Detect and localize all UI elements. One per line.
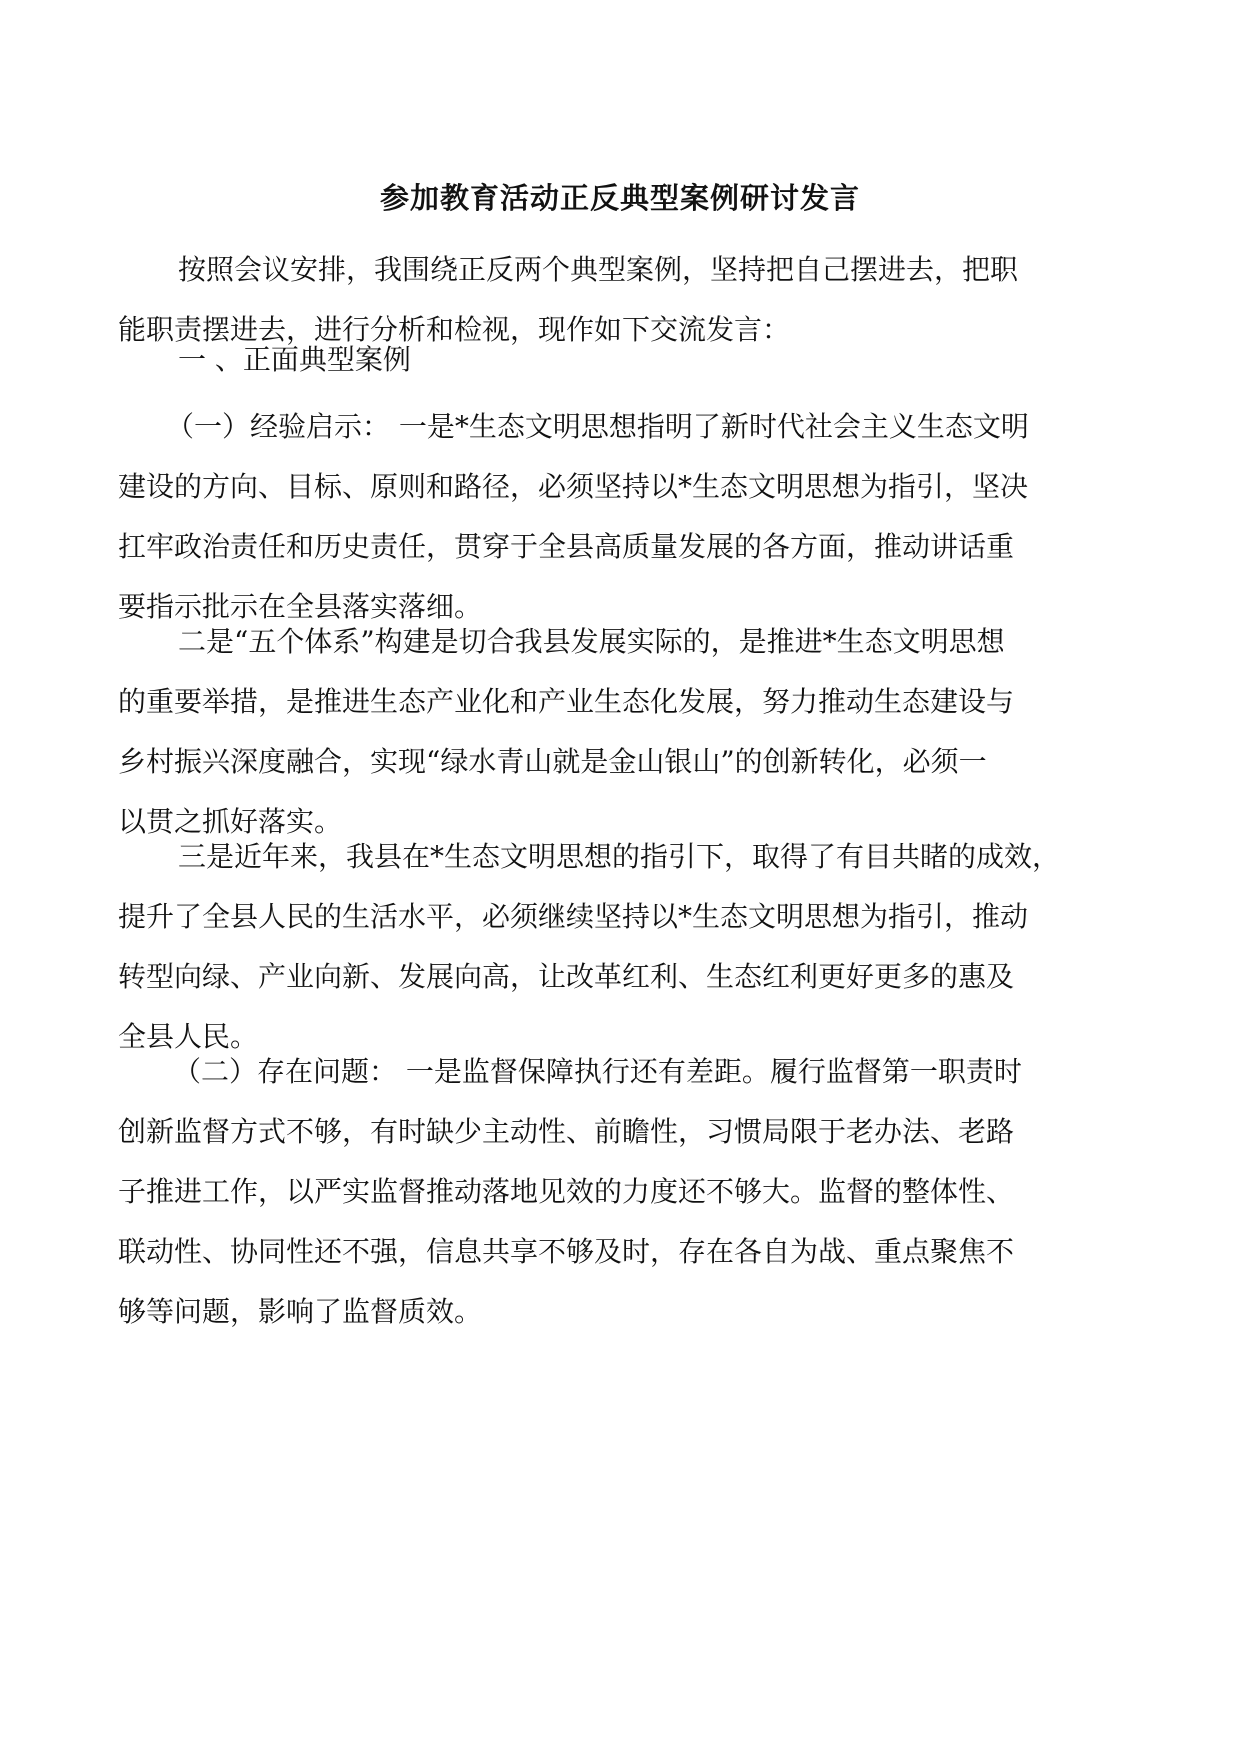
document-title: 参加教育活动正反典型案例研讨发言	[379, 181, 860, 215]
text-line: 的重要举措，是推进生态产业化和产业生态化发展，努力推动生态建设与	[118, 685, 1015, 718]
point-two-paragraph	[118, 612, 1128, 852]
text-line: 按照会议安排，我围绕正反两个典型案例，坚持把自己摆进去，把职	[178, 253, 1019, 286]
text-line: 转型向绿、产业向新、发展向高，让改革红利、生态红利更好更多的惠及	[118, 960, 1015, 993]
text-line: （一）经验启示： 一是*生态文明思想指明了新时代社会主义生态文明	[166, 410, 1029, 443]
section-heading: 一 、正面典型案例	[178, 343, 411, 376]
experience-paragraph	[118, 397, 1128, 637]
text-line: 够等问题，影响了监督质效。	[118, 1295, 483, 1328]
text-line: 提升了全县人民的生活水平，必须继续坚持以*生态文明思想为指引，推动	[118, 900, 1029, 933]
text-line: 全县人民。	[118, 1020, 259, 1053]
section-heading-positive-cases	[118, 330, 1128, 390]
text-line: 创新监督方式不够，有时缺少主动性、前瞻性，习惯局限于老办法、老路	[118, 1115, 1015, 1148]
text-line: 建设的方向、目标、原则和路径，必须坚持以*生态文明思想为指引，坚决	[118, 470, 1029, 503]
text-line: 二是“五个体系”构建是切合我县发展实际的，是推进*生态文明思想	[178, 625, 1005, 658]
problems-paragraph	[118, 1042, 1128, 1342]
text-line: 扛牢政治责任和历史责任，贯穿于全县高质量发展的各方面，推动讲话重	[118, 530, 1015, 563]
text-line: 三是近年来，我县在*生态文明思想的指引下，取得了有目共睹的成效，	[178, 840, 1061, 873]
point-three-paragraph	[118, 827, 1128, 1067]
text-line: （二）存在问题： 一是监督保障执行还有差距。履行监督第一职责时	[173, 1055, 1022, 1088]
text-line: 乡村振兴深度融合，实现“绿水青山就是金山银山”的创新转化，必须一	[118, 745, 987, 778]
text-line: 子推进工作，以严实监督推动落地见效的力度还不够大。监督的整体性、	[118, 1175, 1015, 1208]
text-line: 能职责摆进去，进行分析和检视，现作如下交流发言：	[118, 313, 791, 346]
text-line: 要指示批示在全县落实落细。	[118, 590, 483, 623]
text-line: 联动性、协同性还不强，信息共享不够及时，存在各自为战、重点聚焦不	[118, 1235, 1015, 1268]
text-line: 以贯之抓好落实。	[118, 805, 343, 838]
